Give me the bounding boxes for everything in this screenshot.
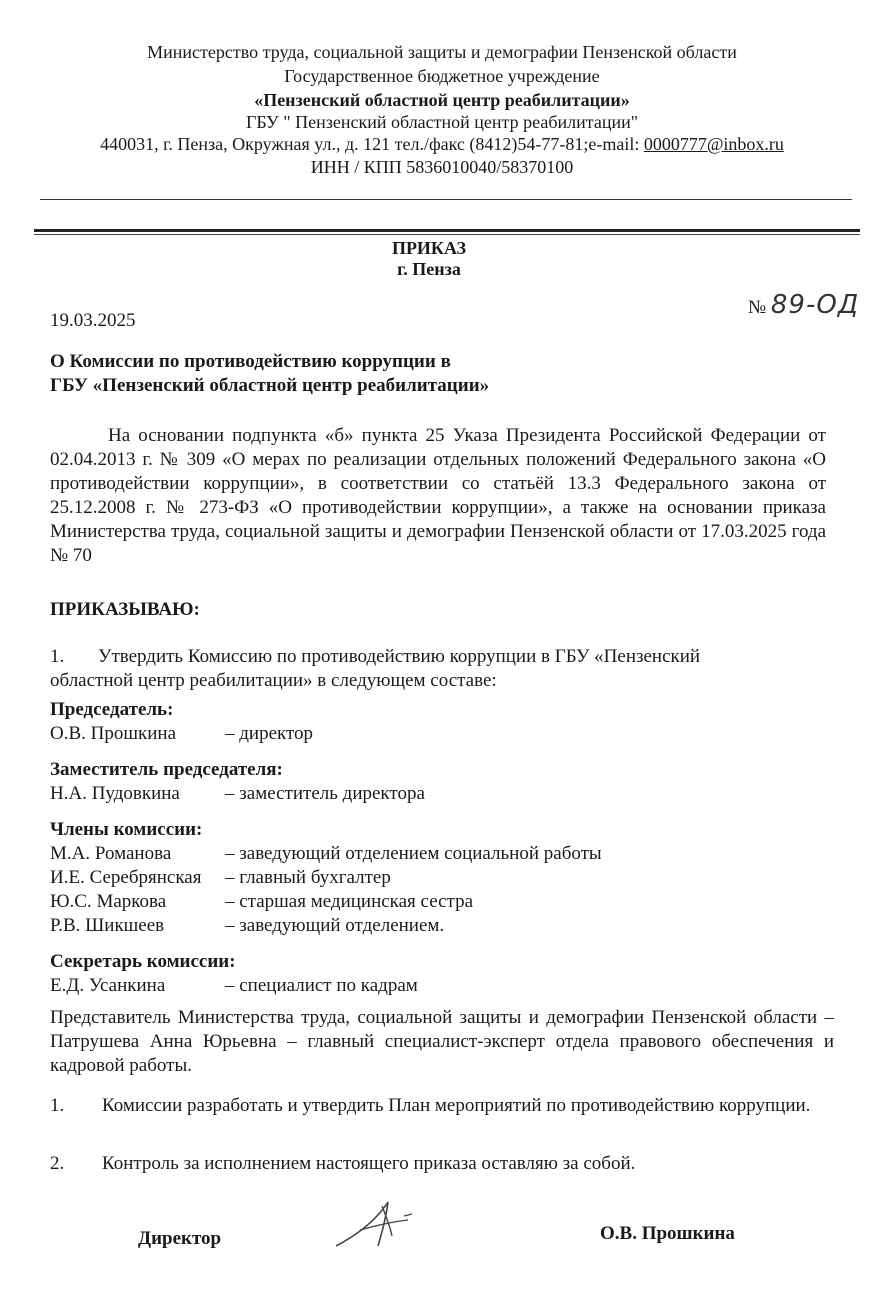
signature-position: Директор bbox=[138, 1228, 222, 1249]
order-date: 19.03.2025 bbox=[50, 310, 136, 331]
member-row bbox=[50, 842, 602, 866]
members-label: Члены комиссии: bbox=[50, 819, 203, 840]
order-number bbox=[748, 290, 859, 320]
secretary-label: Секретарь комиссии: bbox=[50, 951, 236, 972]
document-title: ПРИКАЗ bbox=[391, 238, 467, 258]
secretary-role: – специалист по кадрам bbox=[225, 975, 418, 996]
item-2-text: Комиссии разработать и утвердить План мероприятий по противодействию коррупции. bbox=[102, 1095, 811, 1116]
preamble-paragraph: На основании подпункта «б» пункта 25 Указа Президента Российской Федерации от 02.04.2013 г. № 309 «О мерах по реализации отдельных положений Федерального закона «О противодействии коррупции», в соответствии со статьёй 13.3 Федерального закона от 25.12.2008 г. № 273-ФЗ «О противодействии коррупции», а также на основании приказа Министерства труда, социальной защиты и демографии Пензенской области от 17.03.2025 года № 70 bbox=[50, 425, 826, 566]
secretary-row bbox=[50, 974, 418, 998]
item-1-number: 1. bbox=[50, 646, 65, 667]
item-2-number: 1. bbox=[50, 1095, 65, 1116]
institution-name: «Пензенский областной центр реабилитации» bbox=[254, 90, 630, 110]
chair-name: О.В. Прошкина bbox=[50, 723, 176, 744]
item-3-number: 2. bbox=[50, 1153, 65, 1174]
item-3-text: Контроль за исполнением настоящего приказа оставляю за собой. bbox=[102, 1153, 636, 1174]
address-text: 440031, г. Пенза, Окружная ул., д. 121 тел./факс (8412)54-77-81;e-mail: bbox=[100, 134, 644, 154]
member-role: – заведующий отделением социальной работы bbox=[225, 843, 602, 864]
institution-short-name: ГБУ " Пензенский областной центр реабилитации" bbox=[245, 112, 639, 132]
header-divider-thick bbox=[34, 229, 860, 232]
number-sign: № bbox=[748, 297, 767, 318]
chair-row bbox=[50, 722, 313, 746]
email-link[interactable]: 0000777@inbox.ru bbox=[643, 134, 784, 154]
deputy-label: Заместитель председателя: bbox=[50, 759, 283, 780]
item-3-paragraph bbox=[50, 1152, 635, 1176]
signature-name: О.В. Прошкина bbox=[600, 1223, 735, 1244]
header-divider-thin bbox=[40, 199, 852, 200]
deputy-row bbox=[50, 782, 425, 806]
member-role: – заведующий отделением. bbox=[225, 915, 445, 936]
member-row bbox=[50, 914, 444, 938]
deputy-role: – заместитель директора bbox=[225, 783, 425, 804]
member-name: М.А. Романова bbox=[50, 843, 172, 864]
member-role: – главный бухгалтер bbox=[225, 867, 391, 888]
handwritten-order-number: 89-ОД bbox=[770, 290, 860, 320]
member-name: Ю.С. Маркова bbox=[50, 891, 167, 912]
header-divider-under bbox=[34, 234, 860, 235]
item-1-line-1 bbox=[50, 645, 700, 669]
chair-role: – директор bbox=[225, 723, 314, 744]
subject-line-2: ГБУ «Пензенский областной центр реабилитации» bbox=[50, 375, 490, 396]
member-role: – старшая медицинская сестра bbox=[225, 891, 474, 912]
deputy-name: Н.А. Пудовкина bbox=[50, 783, 180, 804]
secretary-name: Е.Д. Усанкина bbox=[50, 975, 166, 996]
item-1-line-2: областной центр реабилитации» в следующем составе: bbox=[50, 670, 497, 691]
chair-label: Председатель: bbox=[50, 699, 174, 720]
member-row bbox=[50, 890, 473, 914]
member-row bbox=[50, 866, 391, 890]
institution-type: Государственное бюджетное учреждение bbox=[284, 66, 600, 86]
item-1-text: Утвердить Комиссию по противодействию коррупции в ГБУ «Пензенский bbox=[98, 646, 701, 667]
contact-line bbox=[0, 133, 884, 155]
document-city: г. Пенза bbox=[397, 259, 461, 279]
member-name: И.Е. Серебрянская bbox=[50, 867, 202, 888]
subject-line-1: О Комиссии по противодействию коррупции в bbox=[50, 351, 451, 372]
representative-paragraph: Представитель Министерства труда, социальной защиты и демографии Пензенской области – Патрушева Анна Юрьевна – главный специалист-эксперт отдела правового обеспечения и кадровой работы. bbox=[50, 1007, 834, 1076]
ministry-name: Министерство труда, социальной защиты и демографии Пензенской области bbox=[147, 42, 737, 62]
order-word: ПРИКАЗЫВАЮ: bbox=[50, 599, 200, 620]
member-name: Р.В. Шикшеев bbox=[50, 915, 165, 936]
handwritten-signature bbox=[330, 1192, 430, 1252]
inn-kpp: ИНН / КПП 5836010040/58370100 bbox=[310, 157, 574, 177]
item-2-paragraph bbox=[50, 1094, 834, 1118]
